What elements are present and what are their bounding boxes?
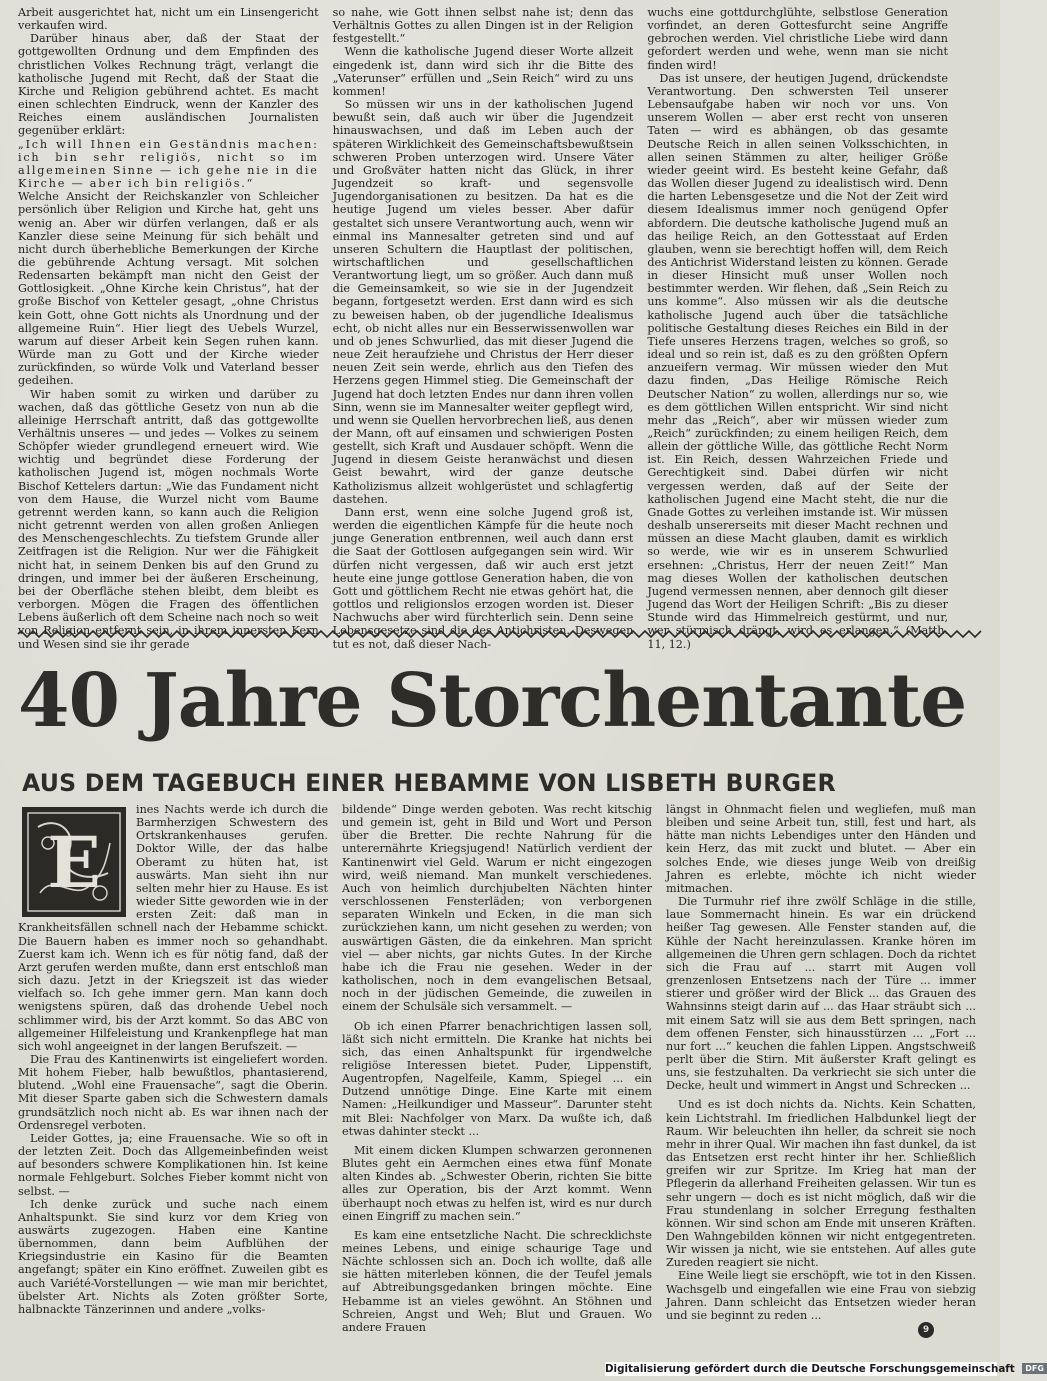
page-number: 9 xyxy=(918,1322,934,1338)
ornamental-initial xyxy=(18,803,130,921)
paragraph: Die Turmuhr rief ihre zwölf Schläge in die stille, laue Sommernacht hinein. Es war ein drückend heißer Tag gewesen. Alle Fenster standen auf, die Kühle der Nacht hereinzulassen. Kranke hören im allgemeinen die Uhren gern schlagen. Doch da richtet sich die Frau auf ... starrt mit Augen voll grenzenlosen Entsetzens nach der Türe ... immer stierer und größer wird der Blick ... das Grauen des Wahnsinns steigt darin auf ... das Haar sträubt sich ... mit einem Satz will sie aus dem Bett springen, nach dem offenen Fenster, sich hinausstürzen ... „Fort ... nur fort ...“ keuchen die fahlen Lippen. Angstschweiß perlt über die Stirn. Mit äußerster Kraft gelingt es uns, sie festzuhalten. Da verkriecht sie sich unter die Decke, heult und wimmert in Angst und Schrecken ... xyxy=(666,895,976,1093)
story-columns xyxy=(18,803,976,1348)
ornament-icon xyxy=(18,803,130,921)
paragraph: Wir haben somit zu wirken und darüber zu wachen, daß das göttliche Gesetz von nun ab die alleinige Herrschaft antritt, daß das gottgewollte Verhältnis unseres — und jedes — Volkes zu seinem Schöpfer wieder grundlegend erneuert wird. Wie wichtig und begründet diese Forderung der katholischen Jugend ist, mögen nochmals Worte Bischof Kettelers dartun: „Wie das Fundament nicht von dem Hause, die Wurzel nicht vom Baume getrennt werden kann, so kann auch die Religion nicht getrennt werden von allen großen Anliegen des Menschengeschlechts. Zu tiefstem Grunde aller Zeitfragen ist die Religion. Nur wer die Fähigkeit nicht hat, in seinem Denken bis auf den Grund zu dringen, und immer bei der äußeren Erscheinung, bei der Oberfläche stehen bleibt, dem bleibt es verborgen. Mögen die Fragen des öffentlichen Lebens äußerlich oft dem Scheine nach noch so weit von Religion entfernt sein, in ihrem innersten Kern und Wesen sind sie ihr gerade xyxy=(18,387,319,651)
story-column-1 xyxy=(18,803,328,1348)
article-title: 40 Jahre Storchentante xyxy=(18,658,967,744)
story-column-3 xyxy=(666,803,976,1348)
digitization-credit xyxy=(605,1362,1044,1376)
zigzag-rule xyxy=(18,629,980,639)
paragraph: Und es ist doch nichts da. Nichts. Kein Schatten, kein Lichtstrahl. Im friedlichen Halbdunkel liegt der Raum. Wir beleuchten ihn heller, da schreit sie noch mehr in ihrer Qual. Wir machen ihn fast dunkel, da ist das Entsetzen erst recht hinter ihr her. Schließlich greifen wir zur Spritze. Im Krieg hat man der Pflegerin da allerhand Freiheiten gelassen. Wir tun es sehr ungern — doch es ist nicht möglich, daß wir die Frau stundenlang in solcher Erregung festhalten können. Wir sind schon am Ende mit unseren Kräften. Den Wahngebilden können wir nicht entgegentreten. Wir wissen ja nicht, wie sie entstehen. Auf alles gute Zureden reagiert sie nicht. xyxy=(666,1098,976,1270)
paragraph: Ich denke zurück und suche nach einem Anhaltspunkt. Sie sind kurz vor dem Krieg von auswärts zugezogen. Haben eine Kantine übernommen, dann beim Aufblühen der Kriegsindustrie ein Kasino für die Beamten angefangt; später ein Kino eröffnet. Zuweilen gibt es auch Variété-Vorstellungen — wie man mir berichtet, übelster Art. Nichts als Zoten größter Sorte, halbnackte Tänzerinnen und andere „volks- xyxy=(18,1197,328,1316)
paragraph: so nahe, wie Gott ihnen selbst nahe ist; denn das Verhältnis Gottes zu allen Dingen ist in der Religion festgestellt.“ xyxy=(332,6,634,46)
paragraph: Arbeit ausgerichtet hat, nicht um ein Linsengericht verkaufen wird. xyxy=(18,6,319,33)
paragraph: Wenn die katholische Jugend dieser Worte allzeit eingedenk ist, dann wird sich ihr die Bitte des „Vaterunser“ erfüllen und „Sein Reich“ wird zu uns kommen! xyxy=(332,45,634,98)
top-column-3 xyxy=(647,6,949,651)
paragraph: wuchs eine gottdurchglühte, selbstlose Generation vorfindet, an deren Gottesfurcht seine Angriffe gebrochen werden. Viel christliche Liebe wird dann gefordert werden und wehe, wenn man sie nicht finden wird! xyxy=(647,6,949,72)
paragraph: bildende“ Dinge werden geboten. Was recht kitschig und gemein ist, geht in Bild und Wort und Person über die Bretter. Die rechte Nahrung für die unterernährte Kriegsjugend! Natürlich verdient der Kantinenwirt viel Geld. Warum er nicht eingezogen wird, weiß niemand. Man munkelt verschiedenes. Auch von heimlich durchjubelten Nächten hinter verschlossenen Fensterläden; von verborgenen separaten Winkeln und Ecken, in die man sich zurückziehen kann, um nicht gesehen zu werden; von auswärtigen Gästen, die da einkehren. Man spricht viel — aber nichts, gar nichts Gutes. In der Kirche habe ich die Frau nie gesehen. Weder in der katholischen, noch in dem evangelischen Betsaal, noch in der jüdischen Gemeinde, die zuweilen in einem der Schulsäle sich versammelt. — xyxy=(342,803,652,1014)
dropcap-letter: E xyxy=(47,821,101,904)
quote: „Ich will Ihnen ein Geständnis machen: ich bin sehr religiös, nicht so im allgemeinen Sinne — ich gehe nie in die Kirche — aber ich bin religiös.“ xyxy=(18,137,319,191)
article-subtitle: AUS DEM TAGEBUCH EINER HEBAMME VON LISBETH BURGER xyxy=(22,769,836,797)
top-column-1 xyxy=(18,6,319,651)
paragraph: Darüber hinaus aber, daß der Staat der gottgewollten Ordnung und dem Empfinden des christlichen Volkes Rechnung trägt, verlangt die katholische Jugend mit Recht, daß der Staat die Kirche und Religion gebührend achtet. Es macht einen schlechten Eindruck, wenn der Kanzler des Reiches einem ausländischen Journalisten gegenüber erklärt: xyxy=(18,32,319,138)
dfg-logo: DFG xyxy=(1022,1363,1047,1374)
credit-text: Digitalisierung gefördert durch die Deutsche Forschungsgemeinschaft xyxy=(605,1363,1015,1375)
paragraph: Dann erst, wenn eine solche Jugend groß ist, werden die eigentlichen Kämpfe für die heute noch junge Generation entbrennen, weil auch dann erst die Saat der Gottlosen aufgegangen sein wird. Wir dürfen nicht vergessen, daß wir auch erst jetzt heute eine junge gottlose Generation haben, die von Gott und göttlichem Recht nie etwas gehört hat, die gottlos und religionslos erzogen worden ist. Dieser Nachwuchs aber wird fürchterlich sein. Denn seine Lebensgesetze sind die des Antichristen. Deswegen tut es not, daß dieser Nach- xyxy=(332,505,634,651)
paragraph: ines Nachts werde ich durch die Barmherzigen Schwestern des Ortskrankenhauses gerufen. Doktor Wille, der das halbe Oberamt zu hüten hat, ist auswärts. Man sieht ihn nur selten mehr hier zu Hause. Es ist wieder Sitte geworden wie in der ersten Zeit: daß man in Krankheitsfällen schnell nach der Hebamme schickt. Die Bauern haben es immer noch so gehandhabt. Zuerst kam ich. Wenn ich es für nötig fand, daß der Arzt gerufen werden mußte, dann erst entschloß man sich dazu. Jetzt in der Kriegszeit ist das wieder vielfach so. Ich gehe immer gern. Man kann doch wenigstens spüren, daß das drohende Uebel noch schlimmer wird, bis der Arzt kommt. So das ABC von allgemeiner Hilfeleistung und Krankenpflege hat man sich wohl angeeignet in der langen Berufszeit. — xyxy=(18,803,328,1053)
paragraph: längst in Ohnmacht fielen und wegliefen, muß man bleiben und seine Arbeit tun, still, fest und hart, als hätte man nichts Lebendiges unter den Händen und kein Herz, das mit zuckt und blutet. — Aber ein solches Ende, wie dieses junge Weib von dreißig Jahren es erlebte, möchte ich nicht wieder mitmachen. xyxy=(666,803,976,895)
paragraph: Das ist unsere, der heutigen Jugend, drückendste Verantwortung. Den schwersten Teil unserer Lebensaufgabe haben wir noch vor uns. Von unserem Wollen — aber erst recht von unseren Taten — wird es abhängen, ob das gesamte Deutsche Reich in allen seinen Volksschichten, in allen seinen Stämmen zu alter, heiliger Größe wieder geeint wird. Es besteht keine Gefahr, daß das Wollen dieser Jugend zu idealistisch wird. Denn die harten Lebensgesetze und die Not der Zeit wird diesem Idealismus immer noch genügend Opfer abfordern. Die deutsche katholische Jugend muß an das heilige Reich, an den Gottesstaat auf Erden glauben, wenn sie berechtigt hoffen will, dem Reich des Antichrist Widerstand leisten zu können. Gerade in dieser Hinsicht muß unser Wollen noch bestimmter werden. Wir flehen, daß „Sein Reich zu uns komme“. Also müssen wir als die deutsche katholische Jugend auch über die tatsächliche politische Gestaltung dieses Reiches ein Bild in der Tiefe unseres Herzens tragen, welches so groß, so ideal und so rein ist, daß es zu den größten Opfern anzueifern vermag. Wir müssen wieder den Mut dazu finden, „Das Heilige Römische Reich Deutscher Nation“ zu wollen, allerdings nur so, wie es dem göttlichen Willen entspricht. Wir sind nicht mehr das „Reich“, aber wir müssen wieder zum „Reich“ zurückfinden; zu einem heiligen Reich, dem allein der göttliche Wille, das göttliche Recht Norm ist. Ein Reich, dessen Wahrzeichen Friede und Gerechtigkeit sind. Dabei dürfen wir nicht vergessen werden, daß auf der Seite der katholischen Jugend eine Macht steht, die nur die Gnade Gottes zu verleihen imstande ist. Wir müssen deshalb unsererseits mit dieser Macht rechnen und müssen an diese Macht glauben, damit es wirklich so werde, wie wir es in unserem Schwurlied ersehnen: „Christus, Herr der neuen Zeit!“ Man mag dieses Wollen der katholischen deutschen Jugend vermessen nennen, aber dennoch gilt dieser Jugend das Wort der Heiligen Schrift: „Bis zu dieser Stunde wird das Himmelreich gestürmt, und nur, wer stürmisch drängt, wird es erlangen.“ (Matth. 11, 12.) xyxy=(647,71,949,651)
paragraph: Ob ich einen Pfarrer benachrichtigen lassen soll, läßt sich nicht ermitteln. Die Kranke hat nichts bei sich, das einen Anhaltspunkt für irgendwelche religiöse Interessen bietet. Puder, Lippenstift, Augentropfen, Nagelfeile, Kamm, Spiegel ... ein Dutzend unnötige Dinge. Eine Karte mit einem Namen: „Heilkundiger und Masseur“. Darunter steht mit Blei: Nachfolger von Marx. Da wußte ich, daß etwas dahinter steckt ... xyxy=(342,1019,652,1138)
top-article-columns xyxy=(18,6,949,651)
top-column-2 xyxy=(332,6,634,651)
paragraph: Mit einem dicken Klumpen schwarzen geronnenen Blutes geht ein Aermchen eines etwa fünf Monate alten Kindes ab. „Schwester Oberin, richten Sie bitte alles zur Operation, bis der Arzt kommt. Wenn überhaupt noch etwas zu helfen ist, wird es nur durch einen Eingriff zu machen sein.“ xyxy=(342,1143,652,1223)
paragraph: Die Frau des Kantinenwirts ist eingeliefert worden. Mit hohem Fieber, halb bewußtlos, phantasierend, blutend. „Wohl eine Frauensache“, sagt die Oberin. Mit dieser Sparte gaben sich die Schwestern damals grundsätzlich noch nicht ab. Es war ihnen nach der Ordensregel verboten. xyxy=(18,1052,328,1132)
paragraph: Welche Ansicht der Reichskanzler von Schleicher persönlich über Religion und Kirche hat, geht uns wenig an. Aber wir dürfen verlangen, daß er als Kanzler diese seine Meinung für sich behält und nicht durch überhebliche Bemerkungen der Kirche die gebührende Achtung versagt. Mit solchen Redensarten bekämpft man nicht den Geist der Gottlosigkeit. „Ohne Kirche kein Christus“, hat der große Bischof von Ketteler gesagt, „ohne Christus kein Gott, ohne Gott nichts als Unordnung und der allgemeine Ruin“. Hier liegt des Uebels Wurzel, warum auf dieser Arbeit kein Segen ruhen kann. Würde man zu Gott und der Kirche wieder zurückfinden, so würde Volk und Vaterland besser gedeihen. xyxy=(18,190,319,388)
paragraph: Es kam eine entsetzliche Nacht. Die schrecklichste meines Lebens, und einige schaurige Tage und Nächte schlossen sich an. Doch ich wollte, daß alle sie hätten miterleben können, die der Teufel jemals auf Abtreibungsgedanken bringen möchte. Eine Hebamme ist an vieles gewöhnt. An Stöhnen und Schreien, Angst und Weh; Blut und Grauen. Wo andere Frauen xyxy=(342,1228,652,1334)
paragraph: Leider Gottes, ja; eine Frauensache. Wie so oft in der letzten Zeit. Doch das Allgemeinbefinden weist auf besonders schwere Komplikationen hin. Ist keine normale Fehlgeburt. Solches Fieber kommt nicht von selbst. — xyxy=(18,1131,328,1198)
paragraph: Eine Weile liegt sie erschöpft, wie tot in den Kissen. Wachsgelb und eingefallen wie eine Frau von siebzig Jahren. Dann schleicht das Entsetzen wieder heran und sie beginnt zu reden ... xyxy=(666,1269,976,1322)
story-column-2 xyxy=(342,803,652,1348)
paragraph: So müssen wir uns in der katholischen Jugend bewußt sein, daß auch wir über die Jugendzeit hinauswachsen, und daß im Leben auch der späteren Wirklichkeit des Gemeinschaftsbewußtsein schweren Proben unterzogen wird. Unsere Väter und Großväter hatten nicht das Glück, in ihrer Jugendzeit so kraft- und segensvolle Jugendorganisationen zu besitzen. Da hat es die heutige Jugend um vieles besser. Aber dafür gestaltet sich unsere Verantwortung auch, wenn wir einmal ins Mannesalter getreten sind und auf unseren Schultern die Hauptlast der politischen, wirtschaftlichen und gesellschaftlichen Verantwortung liegt, um so größer. Auch dann muß die Gemeinsamkeit, so wie sie in der Jugendzeit begann, fortgesetzt werden. Erst dann wird es sich zu beweisen haben, ob der jugendliche Idealismus echt, ob nicht alles nur ein Besserwissenwollen war und ob jenes Schwurlied, das mit dieser Jugend die neue Zeit heraufziehe und Christus der Herr dieser neuen Zeit sein werde, ehrlich aus den Tiefen des Herzens gegen Himmel stieg. Die Gemeinschaft der Jugend hat doch letzten Endes nur dann ihren vollen Sinn, wenn sie im Mannesalter weiter gepflegt wird, und wenn sie Quellen hervorbrechen ließ, aus denen der Mann, oft auf einsamen und schwierigen Posten gestellt, sich Kraft und Ausdauer schöpft. Wenn die Jugend in diesem Geiste heranwächst und diesen Geist bewahrt, wird der ganze deutsche Katholizismus allzeit wohlgerüstet und schlagfertig dastehen. xyxy=(332,98,634,506)
